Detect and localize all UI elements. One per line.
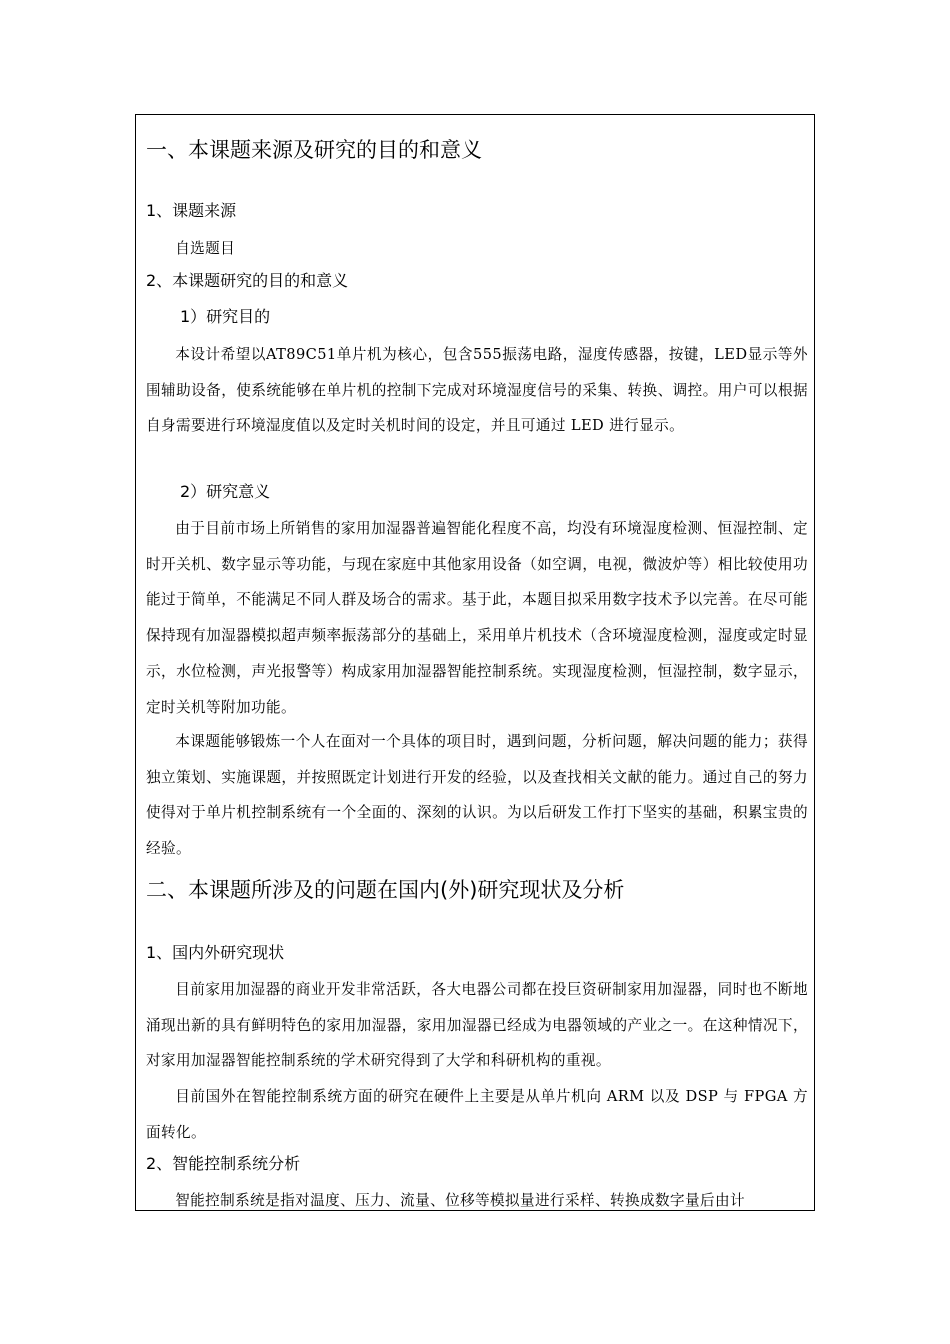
section-1-heading: 一、本课题来源及研究的目的和意义 <box>146 138 482 162</box>
section-2-status-title: 1、国内外研究现状 <box>146 943 285 962</box>
research-meaning-text-2: 本课题能够锻炼一个人在面对一个具体的项目时，遇到问题，分析问题，解决问题的能力；获得独立策划、实施课题，并按照既定计划进行开发的经验，以及查找相关文献的能力。通过自己的努力使得对于单片机控制系统有一个全面的、深刻的认识。为以后研发工作打下坚实的基础，积累宝贵的经验。 <box>146 733 808 858</box>
research-purpose-text: 本设计希望以AT89C51单片机为核心，包含555振荡电路，湿度传感器，按键，LED显示等外围辅助设备，使系统能够在单片机的控制下完成对环境湿度信号的采集、转换、调控。用户可以根据自身需要进行环境湿度值以及定时关机时间的设定，并且可通过 LED 进行显示。 <box>146 346 808 435</box>
section-2-analysis-text: 智能控制系统是指对温度、压力、流量、位移等模拟量进行采样、转换成数字量后由计 <box>175 1192 745 1209</box>
section-1-source-title: 1、课题来源 <box>146 201 237 220</box>
report-table-frame <box>135 114 815 1211</box>
section-2-heading: 二、本课题所涉及的问题在国内(外)研究现状及分析 <box>146 878 625 902</box>
research-purpose-title: 1）研究目的 <box>180 307 271 326</box>
section-2-status-text-1: 目前家用加湿器的商业开发非常活跃，各大电器公司都在投巨资研制家用加湿器，同时也不断地涌现出新的具有鲜明特色的家用加湿器，家用加湿器已经成为电器领域的产业之一。在这种情况下，对家用加湿器智能控制系统的学术研究得到了大学和科研机构的重视。 <box>146 981 808 1070</box>
section-1-source-text: 自选题目 <box>175 240 236 257</box>
section-2-status-text-2: 目前国外在智能控制系统方面的研究在硬件上主要是从单片机向 ARM 以及 DSP 与 FPGA 方面转化。 <box>146 1088 808 1141</box>
research-meaning-title: 2）研究意义 <box>180 482 271 501</box>
section-1-purpose-meaning-title: 2、本课题研究的目的和意义 <box>146 271 349 290</box>
research-meaning-text-1: 由于目前市场上所销售的家用加湿器普遍智能化程度不高，均没有环境湿度检测、恒湿控制、定时开关机、数字显示等功能，与现在家庭中其他家用设备（如空调，电视，微波炉等）相比较使用功能过于简单，不能满足不同人群及场合的需求。基于此，本题目拟采用数字技术予以完善。在尽可能保持现有加湿器模拟超声频率振荡部分的基础上，采用单片机技术（含环境湿度检测，湿度或定时显示，水位检测，声光报警等）构成家用加湿器智能控制系统。实现湿度检测，恒湿控制，数字显示，定时关机等附加功能。 <box>146 520 808 716</box>
section-2-analysis-title: 2、智能控制系统分析 <box>146 1154 301 1173</box>
